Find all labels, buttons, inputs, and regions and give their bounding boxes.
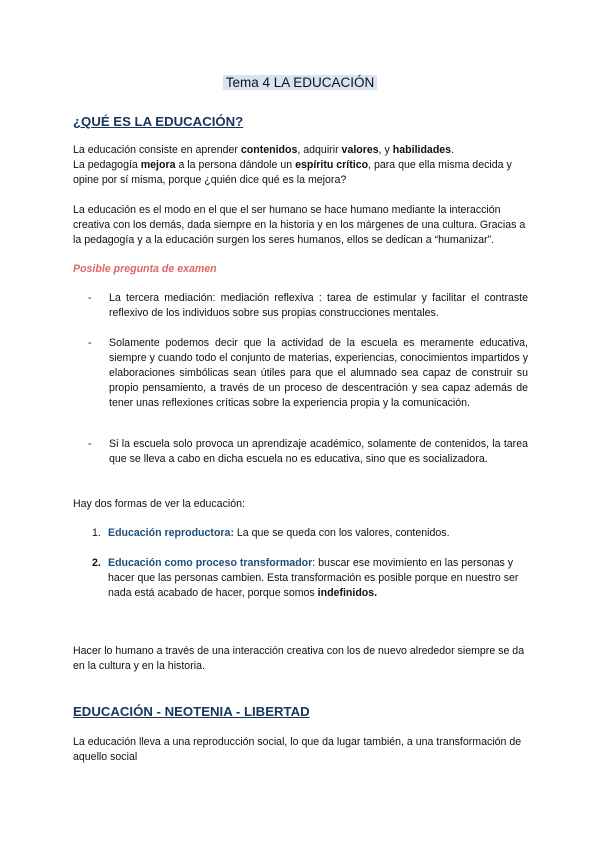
text-run: La educación consiste en aprender bbox=[73, 144, 241, 156]
text-run: a la persona dándole un bbox=[175, 159, 296, 171]
numbered-item bbox=[92, 526, 528, 541]
text-run: , para que ella misma decida y opine por sí misma, porque ¿quién dice qué es la mejora? bbox=[73, 159, 512, 186]
bold-mejora: mejora bbox=[140, 159, 176, 171]
closing-paragraph: Hacer lo humano a través de una interacción creativa con los de nuevo alrededor siempre se da en la cultura y en la historia. bbox=[73, 645, 525, 672]
neotenia-paragraph: La educación lleva a una reproducción social, lo que da lugar también, a una transformación de aquello social bbox=[73, 736, 522, 763]
page-title bbox=[0, 74, 600, 92]
section-heading-neotenia: EDUCACIÓN - NEOTENIA - LIBERTAD bbox=[73, 704, 310, 719]
text-run: : buscar ese movimiento en las personas y hacer que las personas cambien. Esta transformación es posible porque en nuestro ser nada está acabado de hacer, porque somos bbox=[108, 557, 519, 599]
text-run: , y bbox=[378, 144, 393, 156]
text-run: . bbox=[451, 144, 455, 156]
item-number: 1. bbox=[92, 527, 101, 539]
item-text bbox=[108, 556, 528, 601]
bullet-item bbox=[88, 291, 528, 321]
intro-paragraph bbox=[73, 143, 528, 188]
bold-indefinidos: indefinidos. bbox=[317, 587, 378, 599]
bullet-text: Si la escuela solo provoca un aprendizaje académico, solamente de contenidos, la tarea que se lleva a cabo en dicha escuela no es educativa, sino que es socializadora. bbox=[109, 438, 528, 465]
bullet-dash: - bbox=[88, 438, 92, 450]
item-number: 2. bbox=[92, 557, 101, 569]
page-title-text: Tema 4 LA EDUCACIÓN bbox=[223, 75, 378, 90]
bullet-dash: - bbox=[88, 292, 92, 304]
bold-valores: valores bbox=[341, 144, 379, 156]
section-heading-que-es: ¿QUÉ ES LA EDUCACIÓN? bbox=[73, 114, 244, 129]
numbered-item bbox=[92, 556, 528, 601]
text-run: , adquirir bbox=[297, 144, 342, 156]
item-label: Educación reproductora: bbox=[108, 527, 234, 539]
bold-espiritu-critico: espíritu crítico bbox=[295, 159, 369, 171]
forms-intro: Hay dos formas de ver la educación: bbox=[73, 498, 245, 510]
bullet-dash: - bbox=[88, 337, 92, 349]
item-text bbox=[108, 526, 528, 541]
text-run: La que se queda con los valores, contenidos. bbox=[233, 527, 450, 539]
bullet-item bbox=[88, 437, 528, 467]
text-run: La pedagogía bbox=[73, 159, 141, 171]
bold-habilidades: habilidades bbox=[392, 144, 452, 156]
item-label: Educación como proceso transformador bbox=[108, 557, 313, 569]
bold-contenidos: contenidos bbox=[240, 144, 298, 156]
bullet-item bbox=[88, 336, 528, 411]
exam-note: Posible pregunta de examen bbox=[73, 263, 217, 275]
bullet-text: La tercera mediación: mediación reflexiva : tarea de estimular y facilitar el contraste reflexivo de los individuos sobre sus propias construcciones mentales. bbox=[109, 292, 528, 319]
definition-paragraph: La educación es el modo en el que el ser humano se hace humano mediante la interacción creativa con los demás, dada siempre en la historia y en los márgenes de una cultura. Gracias a la pedagogía y a la educación surgen los seres humanos, ellos se dedican a “humanizar”. bbox=[73, 204, 526, 246]
bullet-text: Solamente podemos decir que la actividad de la escuela es meramente educativa, siempre y cuando todo el conjunto de materias, experiencias, conocimientos impartidos y elaboraciones simbólicas sean útiles para que el alumnado sea capaz de construir su propio pensamiento, a través de un proceso de descentración y sea capaz además de tener unas reflexiones críticas sobre la experiencia propia y la comunicación. bbox=[109, 337, 528, 409]
